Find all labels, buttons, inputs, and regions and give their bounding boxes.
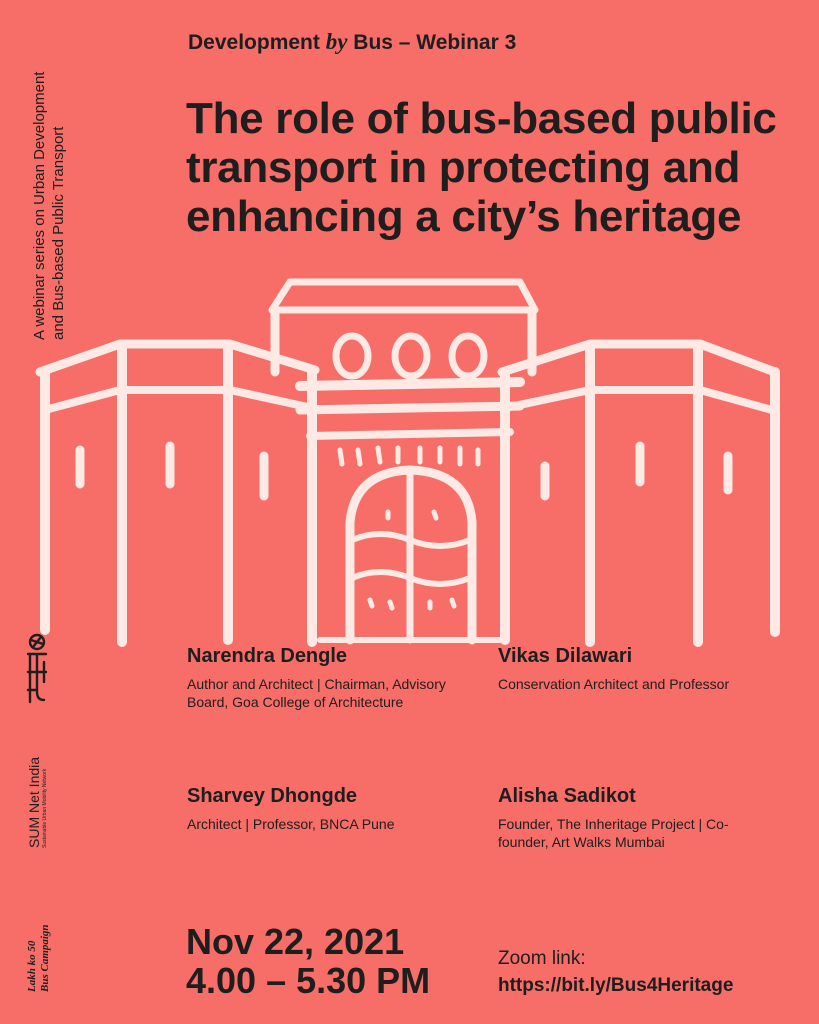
event-time: 4.00 – 5.30 PM bbox=[186, 960, 431, 1001]
tagline-line2: and Bus-based Public Transport bbox=[50, 126, 67, 340]
tagline-vertical bbox=[30, 30, 68, 340]
event-date: Nov 22, 2021 bbox=[186, 921, 405, 962]
series-suffix: Bus – Webinar 3 bbox=[353, 31, 517, 54]
speaker-name: Alisha Sadikot bbox=[498, 785, 636, 807]
series-by: by bbox=[325, 29, 348, 54]
sum-net-india-logo bbox=[26, 738, 48, 848]
fort-gate-icon bbox=[0, 260, 819, 660]
speaker-role: Conservation Architect and Professor bbox=[498, 676, 730, 692]
speaker-name: Narendra Dengle bbox=[187, 645, 348, 667]
campaign-logo bbox=[26, 892, 52, 992]
campaign-line1: Lakh ko 50 bbox=[26, 940, 38, 992]
sum-subtitle: Sustainable Urban Mobility Network bbox=[42, 768, 48, 848]
event-datetime bbox=[186, 922, 430, 1000]
sum-name: SUM Net India bbox=[26, 756, 42, 848]
page-title: The role of bus-based public transport in protecting and enhancing a city’s heritage bbox=[186, 94, 777, 241]
zoom-label: Zoom link: bbox=[498, 948, 586, 969]
series-prefix: Development bbox=[188, 31, 320, 54]
series-heading bbox=[188, 29, 516, 55]
speaker-role: Founder, The Inheritage Project | Co-founder, Art Walks Mumbai bbox=[498, 816, 729, 850]
zoom-info bbox=[498, 945, 798, 999]
tagline-line1: A webinar series on Urban Development bbox=[31, 71, 48, 340]
campaign-line2: Bus Campaign bbox=[39, 924, 51, 992]
speaker-name: Sharvey Dhongde bbox=[187, 785, 358, 807]
speaker-name: Vikas Dilawari bbox=[498, 645, 633, 667]
speaker-role: Architect | Professor, BNCA Pune bbox=[187, 816, 395, 832]
speaker-role: Author and Architect | Chairman, Advisory Board, Goa College of Architecture bbox=[187, 676, 446, 710]
parisar-logo bbox=[24, 632, 50, 710]
zoom-link[interactable]: https://bit.ly/Bus4Heritage bbox=[498, 975, 734, 996]
